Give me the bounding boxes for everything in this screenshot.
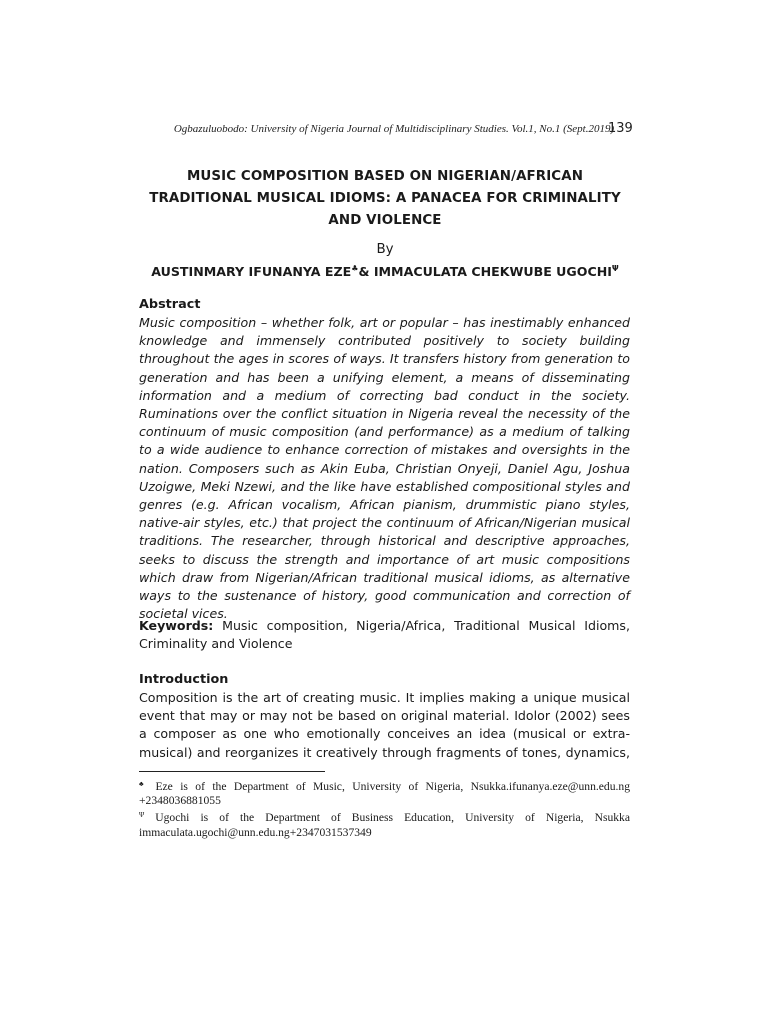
running-header: Ogbazuluobodo: University of Nigeria Journal of Multidisciplinary Studies. Vol.1, No.1 (Sept.2019) <box>173 123 615 135</box>
author-name: IMMACULATA CHEKWUBE UGOCHI <box>373 264 612 279</box>
introduction-text: Composition is the art of creating music. It implies making a unique musical event that may or may not be based on original material. Idolor (2002) sees a composer as one who emotionally conceives an idea (musical or extra-musical) and reorganizes it creatively through fragments of tones, dynamics, <box>139 690 630 760</box>
footnote-text: Eze is of the Department of Music, University of Nigeria, Nsukka.ifunanya.eze@unn.edu.ng +2348036881055 <box>139 780 631 808</box>
abstract-heading: Abstract <box>139 297 201 312</box>
footnote <box>139 808 630 839</box>
introduction-heading: Introduction <box>139 672 229 687</box>
keywords-label: Keywords: <box>139 618 214 633</box>
byline-label: By <box>376 242 394 257</box>
author-name: AUSTINMARY IFUNANYA EZE <box>151 264 352 279</box>
introduction-section <box>139 671 630 762</box>
abstract-text: Music composition – whether folk, art or popular – has inestimably enhanced knowledge and immensely contributed positively to society building throughout the ages in scores of ways. It transfers history from generation to generation and has been a unifying element, a means of disseminating information and a medium of correcting bad conduct in the society. Ruminations over the conflict situation in Nigeria reveal the necessity of the continuum of music composition (and performance) as a medium of talking to a wide audience to enhance correction of mistakes and oversights in the nation. Composers such as Akin Euba, Christian Onyeji, Daniel Agu, Joshua Uzoigwe, Meki Nzewi, and the like have established compositional styles and genres (e.g. African vocalism, African pianism, drummistic piano styles, native-air styles, etc.) that project the continuum of African/Nigerian musical traditions. The researcher, through historical and descriptive approaches, seeks to discuss the strength and importance of art music compositions which draw from Nigerian/African traditional musical idioms, as alternative ways to the sustenance of history, good communication and correction of societal vices. <box>139 315 630 622</box>
keywords-section <box>139 617 630 653</box>
footnote-marker: ♣ <box>351 264 359 273</box>
keywords-text: Music composition, Nigeria/Africa, Traditional Musical Idioms, Criminality and Violence <box>139 618 630 652</box>
footnote-marker: ♣ <box>139 780 149 788</box>
title-line: MUSIC COMPOSITION BASED ON NIGERIAN/AFRICAN <box>186 169 583 184</box>
author-separator: & <box>358 264 374 279</box>
footnote <box>139 777 630 808</box>
paper-title <box>140 166 630 232</box>
footnote-marker: Ψ <box>139 811 145 820</box>
footnotes <box>139 777 630 840</box>
abstract-section <box>139 296 630 623</box>
page-number: 139 <box>608 121 633 136</box>
title-line: AND VIOLENCE <box>328 213 442 228</box>
footnote-marker: Ψ <box>611 264 619 273</box>
footnote-divider <box>139 771 325 772</box>
title-line: TRADITIONAL MUSICAL IDIOMS: A PANACEA FOR CRIMINALITY <box>149 191 621 206</box>
footnote-text: Ugochi is of the Department of Business Education, University of Nigeria, Nsukka immaculata.ugochi@unn.edu.ng+2347031537349 <box>139 811 630 839</box>
author-list <box>140 260 630 281</box>
